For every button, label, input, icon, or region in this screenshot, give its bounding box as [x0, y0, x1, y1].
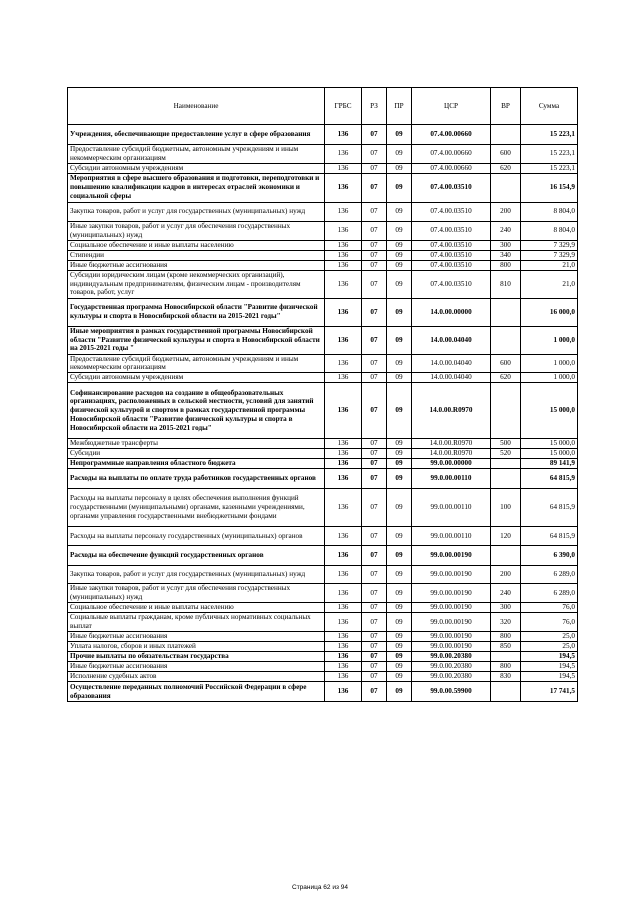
cell-vr — [491, 298, 521, 326]
cell-sum: 17 741,5 — [521, 682, 578, 702]
cell-rz: 07 — [362, 373, 387, 383]
cell-csr: 14.0.00.04040 — [412, 373, 491, 383]
cell-csr: 14.0.00.R0970 — [412, 383, 491, 439]
cell-vr: 120 — [491, 527, 521, 546]
cell-name: Осуществление переданных полномочий Российской Федерации в сфере образования — [68, 682, 325, 702]
cell-rz: 07 — [362, 240, 387, 250]
cell-name: Иные закупки товаров, работ и услуг для обеспечения государственных (муниципальных) нужд — [68, 584, 325, 603]
cell-vr: 800 — [491, 632, 521, 642]
cell-vr: 200 — [491, 566, 521, 584]
cell-sum: 21,0 — [521, 270, 578, 298]
cell-grbs: 136 — [325, 662, 362, 672]
cell-sum: 21,0 — [521, 260, 578, 270]
cell-name: Закупка товаров, работ и услуг для государственных (муниципальных) нужд — [68, 566, 325, 584]
cell-name: Мероприятия в сфере высшего образования и подготовки, переподготовки и повышению квалификации кадров в интересах отраслей экономики и социальной сферы — [68, 173, 325, 202]
cell-rz: 07 — [362, 163, 387, 173]
cell-name: Непрограммные направления областного бюджета — [68, 459, 325, 469]
cell-csr: 14.0.00.R0970 — [412, 439, 491, 449]
cell-csr: 07.4.00.03510 — [412, 260, 491, 270]
cell-grbs: 136 — [325, 632, 362, 642]
cell-sum: 15 223,1 — [521, 145, 578, 164]
cell-csr: 07.4.00.00660 — [412, 145, 491, 164]
header-sum: Сумма — [521, 88, 578, 125]
table-row — [68, 145, 578, 164]
cell-rz: 07 — [362, 546, 387, 566]
cell-rz: 07 — [362, 603, 387, 613]
cell-csr: 07.4.00.03510 — [412, 202, 491, 221]
cell-rz: 07 — [362, 383, 387, 439]
cell-csr: 99.0.00.00190 — [412, 584, 491, 603]
cell-csr: 99.0.00.00110 — [412, 469, 491, 489]
cell-vr: 810 — [491, 270, 521, 298]
cell-grbs: 136 — [325, 566, 362, 584]
header-rz: РЗ — [362, 88, 387, 125]
cell-rz: 07 — [362, 202, 387, 221]
cell-name: Стипендии — [68, 250, 325, 260]
cell-csr: 07.4.00.03510 — [412, 250, 491, 260]
cell-grbs: 136 — [325, 163, 362, 173]
cell-pr: 09 — [387, 584, 412, 603]
cell-pr: 09 — [387, 489, 412, 527]
cell-name: Расходы на обеспечение функций государственных органов — [68, 546, 325, 566]
cell-vr: 340 — [491, 250, 521, 260]
cell-grbs: 136 — [325, 173, 362, 202]
table-row — [68, 173, 578, 202]
cell-rz: 07 — [362, 250, 387, 260]
cell-pr: 09 — [387, 566, 412, 584]
cell-grbs: 136 — [325, 221, 362, 240]
cell-vr: 500 — [491, 439, 521, 449]
cell-grbs: 136 — [325, 145, 362, 164]
cell-rz: 07 — [362, 652, 387, 662]
cell-name: Субсидии юридическим лицам (кроме некоммерческих организаций), индивидуальным предпринимателям, физическим лицам - производителям товаров, работ, услуг — [68, 270, 325, 298]
cell-sum: 6 390,0 — [521, 546, 578, 566]
cell-sum: 194,5 — [521, 672, 578, 682]
table-row — [68, 584, 578, 603]
cell-rz: 07 — [362, 527, 387, 546]
table-row — [68, 250, 578, 260]
cell-grbs: 136 — [325, 354, 362, 373]
cell-sum: 15 000,0 — [521, 383, 578, 439]
cell-name: Расходы на выплаты персоналу в целях обеспечения выполнения функций государственными (муниципальными) органами, казенными учреждениями, органами управления государственными внебюджетными фондами — [68, 489, 325, 527]
cell-pr: 09 — [387, 260, 412, 270]
cell-pr: 09 — [387, 173, 412, 202]
cell-vr — [491, 652, 521, 662]
cell-rz: 07 — [362, 584, 387, 603]
cell-name: Расходы на выплаты персоналу государственных (муниципальных) органов — [68, 527, 325, 546]
cell-name: Субсидии автономным учреждениям — [68, 163, 325, 173]
cell-sum: 15 000,0 — [521, 449, 578, 459]
cell-grbs: 136 — [325, 489, 362, 527]
cell-name: Субсидии автономным учреждениям — [68, 373, 325, 383]
cell-csr: 99.0.00.20380 — [412, 652, 491, 662]
cell-csr: 99.0.00.20380 — [412, 672, 491, 682]
cell-pr: 09 — [387, 527, 412, 546]
cell-csr: 07.4.00.03510 — [412, 173, 491, 202]
cell-grbs: 136 — [325, 469, 362, 489]
cell-vr: 240 — [491, 584, 521, 603]
cell-rz: 07 — [362, 642, 387, 652]
cell-sum: 15 000,0 — [521, 439, 578, 449]
cell-vr: 300 — [491, 240, 521, 250]
cell-vr — [491, 546, 521, 566]
cell-grbs: 136 — [325, 642, 362, 652]
table-row — [68, 566, 578, 584]
cell-name: Учреждения, обеспечивающие предоставление услуг в сфере образования — [68, 125, 325, 145]
cell-grbs: 136 — [325, 373, 362, 383]
cell-vr: 850 — [491, 642, 521, 652]
cell-name: Прочие выплаты по обязательствам государства — [68, 652, 325, 662]
budget-table — [67, 87, 578, 702]
cell-csr: 07.4.00.00660 — [412, 125, 491, 145]
cell-pr: 09 — [387, 163, 412, 173]
cell-rz: 07 — [362, 469, 387, 489]
cell-pr: 09 — [387, 270, 412, 298]
table-row — [68, 672, 578, 682]
cell-rz: 07 — [362, 613, 387, 632]
cell-rz: 07 — [362, 221, 387, 240]
cell-csr: 07.4.00.03510 — [412, 240, 491, 250]
table-row — [68, 459, 578, 469]
table-row — [68, 163, 578, 173]
cell-pr: 09 — [387, 682, 412, 702]
table-row — [68, 373, 578, 383]
cell-grbs: 136 — [325, 652, 362, 662]
cell-rz: 07 — [362, 439, 387, 449]
cell-vr — [491, 383, 521, 439]
cell-pr: 09 — [387, 373, 412, 383]
cell-pr: 09 — [387, 202, 412, 221]
cell-sum: 64 815,9 — [521, 489, 578, 527]
cell-pr: 09 — [387, 354, 412, 373]
cell-grbs: 136 — [325, 682, 362, 702]
cell-csr: 99.0.00.00190 — [412, 566, 491, 584]
cell-sum: 25,0 — [521, 642, 578, 652]
table-row — [68, 469, 578, 489]
table-row — [68, 662, 578, 672]
cell-pr: 09 — [387, 125, 412, 145]
cell-csr: 14.0.00.04040 — [412, 354, 491, 373]
table-row — [68, 439, 578, 449]
table-row — [68, 527, 578, 546]
table-row — [68, 383, 578, 439]
cell-grbs: 136 — [325, 240, 362, 250]
cell-vr — [491, 125, 521, 145]
table-row — [68, 603, 578, 613]
cell-name: Расходы на выплаты по оплате труда работников государственных органов — [68, 469, 325, 489]
cell-sum: 76,0 — [521, 613, 578, 632]
cell-csr: 99.0.00.00190 — [412, 603, 491, 613]
cell-sum: 15 223,1 — [521, 163, 578, 173]
cell-pr: 09 — [387, 469, 412, 489]
cell-csr: 99.0.00.00190 — [412, 613, 491, 632]
cell-vr: 520 — [491, 449, 521, 459]
cell-sum: 6 289,0 — [521, 566, 578, 584]
cell-csr: 99.0.00.00000 — [412, 459, 491, 469]
cell-rz: 07 — [362, 449, 387, 459]
cell-vr: 240 — [491, 221, 521, 240]
cell-vr: 620 — [491, 163, 521, 173]
cell-sum: 89 141,9 — [521, 459, 578, 469]
cell-csr: 99.0.00.20380 — [412, 662, 491, 672]
cell-csr: 99.0.00.00190 — [412, 632, 491, 642]
cell-vr: 600 — [491, 145, 521, 164]
cell-vr — [491, 459, 521, 469]
cell-grbs: 136 — [325, 546, 362, 566]
cell-pr: 09 — [387, 613, 412, 632]
cell-csr: 07.4.00.03510 — [412, 221, 491, 240]
cell-sum: 194,5 — [521, 652, 578, 662]
cell-grbs: 136 — [325, 613, 362, 632]
cell-name: Социальное обеспечение и иные выплаты населению — [68, 240, 325, 250]
cell-vr: 800 — [491, 260, 521, 270]
cell-pr: 09 — [387, 449, 412, 459]
cell-csr: 07.4.00.00660 — [412, 163, 491, 173]
cell-name: Иные мероприятия в рамках государственной программы Новосибирской области "Развитие физической культуры и спорта в Новосибирской области на 2015-2021 годы " — [68, 326, 325, 354]
cell-rz: 07 — [362, 326, 387, 354]
cell-sum: 15 223,1 — [521, 125, 578, 145]
cell-sum: 1 000,0 — [521, 354, 578, 373]
cell-vr — [491, 173, 521, 202]
cell-vr — [491, 326, 521, 354]
cell-rz: 07 — [362, 270, 387, 298]
cell-pr: 09 — [387, 145, 412, 164]
cell-pr: 09 — [387, 439, 412, 449]
cell-grbs: 136 — [325, 527, 362, 546]
table-header-row — [68, 88, 578, 125]
cell-rz: 07 — [362, 125, 387, 145]
cell-pr: 09 — [387, 642, 412, 652]
cell-grbs: 136 — [325, 298, 362, 326]
cell-name: Предоставление субсидий бюджетным, автономным учреждениям и иным некоммерческим организациям — [68, 145, 325, 164]
cell-pr: 09 — [387, 662, 412, 672]
cell-pr: 09 — [387, 632, 412, 642]
cell-csr: 14.0.00.R0970 — [412, 449, 491, 459]
cell-pr: 09 — [387, 603, 412, 613]
cell-grbs: 136 — [325, 603, 362, 613]
cell-grbs: 136 — [325, 459, 362, 469]
cell-sum: 64 815,9 — [521, 469, 578, 489]
table-row — [68, 270, 578, 298]
cell-name: Исполнение судебных актов — [68, 672, 325, 682]
cell-name: Субсидии — [68, 449, 325, 459]
cell-pr: 09 — [387, 459, 412, 469]
table-row — [68, 652, 578, 662]
cell-pr: 09 — [387, 672, 412, 682]
cell-grbs: 136 — [325, 270, 362, 298]
cell-grbs: 136 — [325, 202, 362, 221]
cell-vr: 600 — [491, 354, 521, 373]
cell-rz: 07 — [362, 459, 387, 469]
cell-rz: 07 — [362, 173, 387, 202]
table-row — [68, 489, 578, 527]
cell-csr: 14.0.00.00000 — [412, 298, 491, 326]
cell-vr: 200 — [491, 202, 521, 221]
cell-grbs: 136 — [325, 260, 362, 270]
header-grbs: ГРБС — [325, 88, 362, 125]
cell-rz: 07 — [362, 145, 387, 164]
cell-grbs: 136 — [325, 439, 362, 449]
cell-sum: 8 804,0 — [521, 221, 578, 240]
cell-pr: 09 — [387, 221, 412, 240]
cell-vr: 620 — [491, 373, 521, 383]
table-row — [68, 298, 578, 326]
cell-vr: 300 — [491, 603, 521, 613]
table-row — [68, 240, 578, 250]
cell-name: Закупка товаров, работ и услуг для государственных (муниципальных) нужд — [68, 202, 325, 221]
cell-csr: 99.0.00.00110 — [412, 527, 491, 546]
cell-rz: 07 — [362, 682, 387, 702]
table-row — [68, 202, 578, 221]
table-row — [68, 613, 578, 632]
cell-rz: 07 — [362, 632, 387, 642]
cell-grbs: 136 — [325, 250, 362, 260]
cell-name: Иные бюджетные ассигнования — [68, 632, 325, 642]
cell-vr — [491, 469, 521, 489]
cell-name: Иные бюджетные ассигнования — [68, 260, 325, 270]
cell-sum: 25,0 — [521, 632, 578, 642]
cell-vr: 320 — [491, 613, 521, 632]
header-pr: ПР — [387, 88, 412, 125]
table-row — [68, 632, 578, 642]
cell-name: Софинансирование расходов на создание в общеобразовательных организациях, расположенных в сельской местности, условий для занятий физической культурой и спортом в рамках государственной программы Новосибирской области "Развитие физической культуры и спорта в Новосибирской области на 2015-2021 годы" — [68, 383, 325, 439]
cell-grbs: 136 — [325, 383, 362, 439]
cell-name: Социальное обеспечение и иные выплаты населению — [68, 603, 325, 613]
cell-name: Уплата налогов, сборов и иных платежей — [68, 642, 325, 652]
cell-sum: 6 289,0 — [521, 584, 578, 603]
cell-pr: 09 — [387, 298, 412, 326]
table-row — [68, 326, 578, 354]
table-row — [68, 125, 578, 145]
cell-rz: 07 — [362, 489, 387, 527]
cell-sum: 16 154,9 — [521, 173, 578, 202]
cell-pr: 09 — [387, 326, 412, 354]
table-row — [68, 354, 578, 373]
cell-rz: 07 — [362, 260, 387, 270]
cell-csr: 07.4.00.03510 — [412, 270, 491, 298]
cell-sum: 1 000,0 — [521, 373, 578, 383]
cell-sum: 8 804,0 — [521, 202, 578, 221]
table-row — [68, 642, 578, 652]
cell-csr: 99.0.00.00110 — [412, 489, 491, 527]
cell-vr: 100 — [491, 489, 521, 527]
cell-pr: 09 — [387, 250, 412, 260]
header-csr: ЦСР — [412, 88, 491, 125]
table-row — [68, 260, 578, 270]
cell-pr: 09 — [387, 240, 412, 250]
cell-pr: 09 — [387, 546, 412, 566]
header-name: Наименование — [68, 88, 325, 125]
table-row — [68, 449, 578, 459]
cell-csr: 99.0.00.00190 — [412, 642, 491, 652]
cell-sum: 64 815,9 — [521, 527, 578, 546]
cell-name: Иные закупки товаров, работ и услуг для обеспечения государственных (муниципальных) нужд — [68, 221, 325, 240]
cell-sum: 16 000,0 — [521, 298, 578, 326]
cell-rz: 07 — [362, 662, 387, 672]
cell-sum: 1 000,0 — [521, 326, 578, 354]
cell-pr: 09 — [387, 383, 412, 439]
cell-name: Иные бюджетные ассигнования — [68, 662, 325, 672]
cell-vr: 830 — [491, 672, 521, 682]
cell-vr — [491, 682, 521, 702]
cell-grbs: 136 — [325, 584, 362, 603]
table-row — [68, 546, 578, 566]
cell-grbs: 136 — [325, 326, 362, 354]
table-row — [68, 682, 578, 702]
cell-rz: 07 — [362, 566, 387, 584]
cell-csr: 14.0.00.04040 — [412, 326, 491, 354]
table-row — [68, 221, 578, 240]
cell-grbs: 136 — [325, 672, 362, 682]
cell-name: Межбюджетные трансферты — [68, 439, 325, 449]
cell-grbs: 136 — [325, 449, 362, 459]
cell-vr: 800 — [491, 662, 521, 672]
cell-rz: 07 — [362, 354, 387, 373]
cell-name: Социальные выплаты гражданам, кроме публичных нормативных социальных выплат — [68, 613, 325, 632]
cell-grbs: 136 — [325, 125, 362, 145]
header-vr: ВР — [491, 88, 521, 125]
page-footer: Страница 62 из 94 — [292, 884, 348, 891]
cell-rz: 07 — [362, 672, 387, 682]
cell-rz: 07 — [362, 298, 387, 326]
cell-sum: 7 329,9 — [521, 240, 578, 250]
cell-pr: 09 — [387, 652, 412, 662]
cell-name: Государственная программа Новосибирской области "Развитие физической культуры и спорта в Новосибирской области на 2015-2021 годы" — [68, 298, 325, 326]
cell-csr: 99.0.00.00190 — [412, 546, 491, 566]
cell-sum: 76,0 — [521, 603, 578, 613]
cell-sum: 194,5 — [521, 662, 578, 672]
cell-csr: 99.0.00.59900 — [412, 682, 491, 702]
cell-sum: 7 329,9 — [521, 250, 578, 260]
cell-name: Предоставление субсидий бюджетным, автономным учреждениям и иным некоммерческим организациям — [68, 354, 325, 373]
